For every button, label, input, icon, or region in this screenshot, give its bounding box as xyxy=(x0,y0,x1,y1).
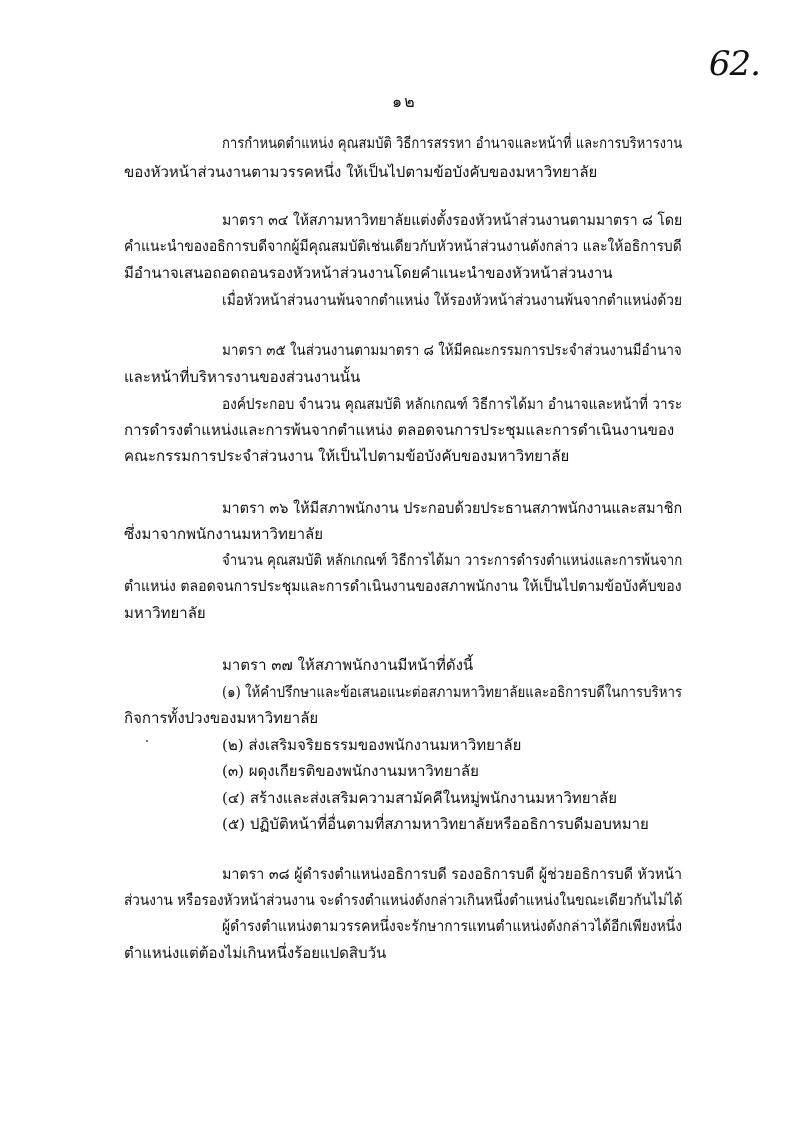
text-line: คำแนะนำของอธิการบดีจากผู้มีคุณสมบัติเช่นเดียวกับหัวหน้าส่วนงานดังกล่าว และให้อธิการบดี xyxy=(124,237,682,255)
list-item: (๑) ให้คำปรึกษาและข้อเสนอแนะต่อสภามหาวิทยาลัยและอธิการบดีในการบริหาร xyxy=(222,683,683,701)
section-36-heading: มาตรา ๓๖ ให้มีสภาพนักงาน ประกอบด้วยประธานสภาพนักงานและสมาชิก xyxy=(222,499,683,517)
text-line: การดำรงตำแหน่งและการพ้นจากตำแหน่ง ตลอดจนการประชุมและการดำเนินงานของ xyxy=(124,421,675,439)
section-34-heading: มาตรา ๓๔ ให้สภามหาวิทยาลัยแต่งตั้งรองหัวหน้าส่วนงานตามมาตรา ๘ โดย xyxy=(222,211,683,229)
text-line: การกำหนดตำแหน่ง คุณสมบัติ วิธีการสรรหา อำนาจและหน้าที่ และการบริหารงาน xyxy=(222,134,683,152)
section-37-heading: มาตรา ๓๗ ให้สภาพนักงานมีหน้าที่ดังนี้ xyxy=(222,656,474,674)
list-item: (๕) ปฏิบัติหน้าที่อื่นตามที่สภามหาวิทยาลัยหรืออธิการบดีมอบหมาย xyxy=(222,815,649,833)
text-line: กิจการทั้งปวงของมหาวิทยาลัย xyxy=(124,709,319,727)
text-line: และหน้าที่บริหารงานของส่วนงานนั้น xyxy=(124,368,361,386)
text-line: ตำแหน่งแต่ต้องไม่เกินหนึ่งร้อยแปดสิบวัน xyxy=(124,944,387,962)
text-line: ของหัวหน้าส่วนงานตามวรรคหนึ่ง ให้เป็นไปตามข้อบังคับของมหาวิทยาลัย xyxy=(124,163,598,181)
text-line: เมื่อหัวหน้าส่วนงานพ้นจากตำแหน่ง ให้รองหัวหน้าส่วนงานพ้นจากตำแหน่งด้วย xyxy=(222,291,683,309)
text-line: ซึ่งมาจากพนักงานมหาวิทยาลัย xyxy=(124,525,324,543)
list-item: (๒) ส่งเสริมจริยธรรมของพนักงานมหาวิทยาลัย xyxy=(222,736,522,754)
list-item: (๓) ผดุงเกียรติของพนักงานมหาวิทยาลัย xyxy=(222,762,479,780)
text-line: ตำแหน่ง ตลอดจนการประชุมและการดำเนินงานของสภาพนักงาน ให้เป็นไปตามข้อบังคับของ xyxy=(124,577,682,595)
text-line: องค์ประกอบ จำนวน คุณสมบัติ หลักเกณฑ์ วิธีการได้มา อำนาจและหน้าที่ วาระ xyxy=(222,395,683,413)
text-line: มีอำนาจเสนอถอดถอนรองหัวหน้าส่วนงานโดยคำแนะนำของหัวหน้าส่วนงาน xyxy=(124,264,613,282)
section-38-heading: มาตรา ๓๘ ผู้ดำรงตำแหน่งอธิการบดี รองอธิการบดี ผู้ช่วยอธิการบดี หัวหน้า xyxy=(222,865,683,883)
text-line: ผู้ดำรงตำแหน่งตามวรรคหนึ่งจะรักษาการแทนตำแหน่งดังกล่าวได้อีกเพียงหนึ่ง xyxy=(222,917,683,935)
page-number: ๑๒ xyxy=(392,92,417,111)
text-line: คณะกรรมการประจำส่วนงาน ให้เป็นไปตามข้อบังคับของมหาวิทยาลัย xyxy=(124,447,570,465)
scan-speck xyxy=(146,740,148,742)
text-line: จำนวน คุณสมบัติ หลักเกณฑ์ วิธีการได้มา วาระการดำรงตำแหน่งและการพ้นจาก xyxy=(222,551,683,569)
section-35-heading: มาตรา ๓๕ ในส่วนงานตามมาตรา ๘ ให้มีคณะกรรมการประจำส่วนงานมีอำนาจ xyxy=(222,341,682,359)
text-line: มหาวิทยาลัย xyxy=(124,604,206,622)
handwritten-page-number: 62. xyxy=(708,44,760,84)
list-item: (๔) สร้างและส่งเสริมความสามัคคีในหมู่พนักงานมหาวิทยาลัย xyxy=(222,789,617,807)
text-line: ส่วนงาน หรือรองหัวหน้าส่วนงาน จะดำรงตำแหน่งดังกล่าวเกินหนึ่งตำแหน่งในขณะเดียวกันไม่ได้ xyxy=(124,891,683,909)
